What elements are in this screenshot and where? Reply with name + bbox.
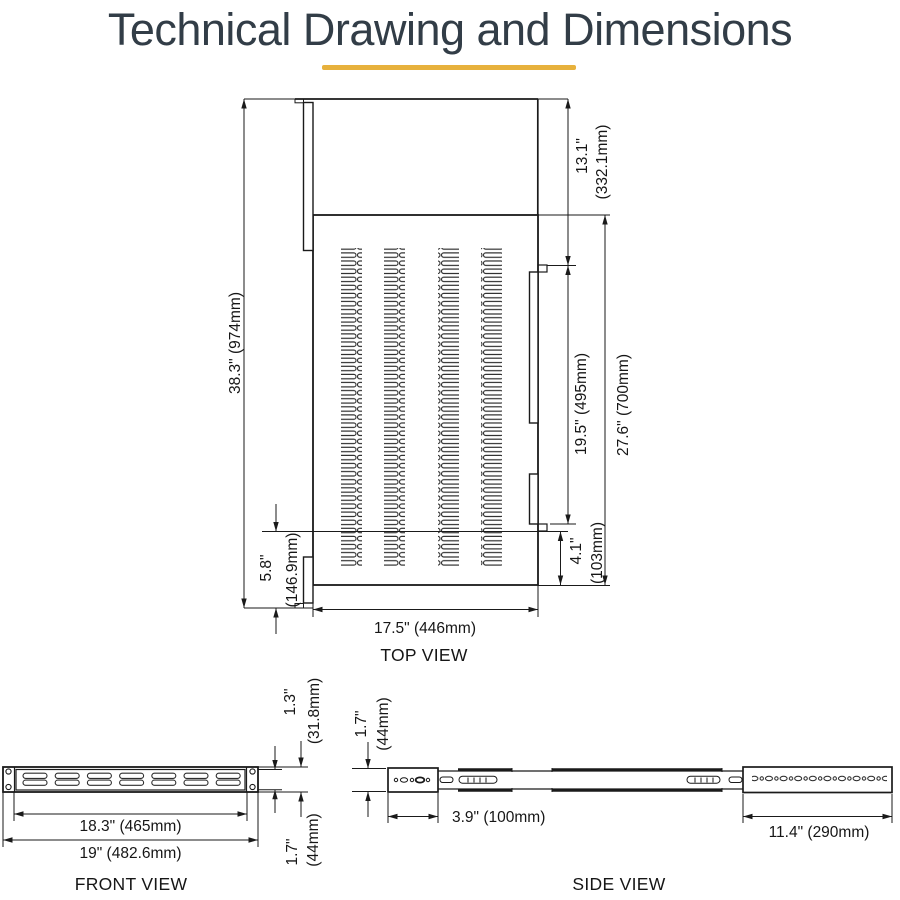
- rail-outer-bands: [458, 770, 722, 791]
- side-view: [352, 697, 892, 894]
- rear-bracket-holes: [752, 776, 887, 785]
- dim-shelf-width: [313, 610, 538, 638]
- front-vent-slots: [23, 773, 240, 785]
- dim-panel-height-in: 1.7": [284, 838, 301, 866]
- right-slide-rail-upper: [530, 272, 539, 423]
- dim-mounting-depth-label: 27.6" (700mm): [615, 354, 632, 456]
- dim-bracket-length-label: 3.9" (100mm): [452, 809, 546, 826]
- rail-inner-member: [438, 771, 743, 789]
- slide-top-line: [295, 99, 538, 215]
- dim-rail-height-in: 1.7": [353, 710, 370, 738]
- ear-mount-hole: [250, 784, 255, 789]
- dim-mounting-depth: [605, 215, 632, 585]
- panel-ear-lines: [15, 767, 247, 792]
- dim-rail-length-label: 11.4" (290mm): [768, 824, 870, 841]
- ear-mount-hole: [6, 784, 11, 789]
- dim-rail-offset-mm: (103mm): [589, 521, 606, 585]
- dim-vent-height: [275, 678, 323, 813]
- ear-mount-hole: [6, 769, 11, 774]
- dim-slide-extension-mm: (332.1mm): [594, 124, 611, 200]
- rack-panel: [3, 767, 258, 792]
- dim-vent-width: [14, 814, 247, 835]
- side-view-label: SIDE VIEW: [572, 874, 666, 894]
- vent-column: [438, 248, 459, 566]
- dim-overall-depth-label: 38.3" (974mm): [227, 292, 244, 394]
- dim-shelf-width-label: 17.5" (446mm): [374, 620, 476, 637]
- dim-slide-extension-in: 13.1": [574, 138, 591, 174]
- left-slide-rail-front: [304, 103, 314, 251]
- ear-mount-hole: [250, 769, 255, 774]
- dim-rail-height-mm: (44mm): [375, 697, 392, 751]
- rail-front-bracket: [388, 768, 438, 792]
- vent-column: [481, 248, 502, 566]
- dim-panel-width-label: 19" (482.6mm): [79, 845, 182, 862]
- extension-lines: [3, 767, 308, 847]
- vent-column: [341, 248, 362, 566]
- dim-rail-offset-in: 4.1": [568, 537, 585, 565]
- dim-rail-length: [743, 817, 892, 842]
- rail-adjust-slots: [440, 776, 742, 783]
- front-bracket-holes: [394, 777, 429, 782]
- dim-rear-overhang-mm: (146.9mm): [284, 532, 301, 608]
- right-slide-rail-lower: [530, 474, 539, 524]
- page-title: Technical Drawing and Dimensions: [107, 4, 793, 55]
- dim-rail-height: [353, 697, 392, 817]
- dim-vent-width-label: 18.3" (465mm): [79, 818, 182, 835]
- top-view: [227, 99, 632, 665]
- front-view: [3, 678, 323, 894]
- dim-panel-height: [284, 741, 322, 867]
- dim-panel-height-mm: (44mm): [305, 813, 322, 867]
- vent-column: [384, 248, 405, 566]
- dim-shelf-depth-label: 19.5" (495mm): [573, 353, 590, 455]
- dim-panel-width: [3, 840, 258, 862]
- left-slide-rail-rear: [304, 557, 314, 603]
- dim-bracket-length: [388, 809, 545, 826]
- dim-rear-overhang-in: 5.8": [258, 554, 275, 582]
- front-view-label: FRONT VIEW: [74, 874, 188, 894]
- top-view-label: TOP VIEW: [380, 645, 468, 665]
- dim-vent-height-mm: (31.8mm): [306, 677, 323, 745]
- right-rail-tab-upper: [538, 265, 547, 272]
- right-rail-tab-lower: [538, 524, 547, 531]
- dim-overall-depth: [227, 99, 244, 608]
- dim-rear-overhang: [258, 504, 301, 634]
- dim-shelf-depth: [568, 266, 590, 525]
- dim-vent-height-in: 1.3": [282, 688, 299, 716]
